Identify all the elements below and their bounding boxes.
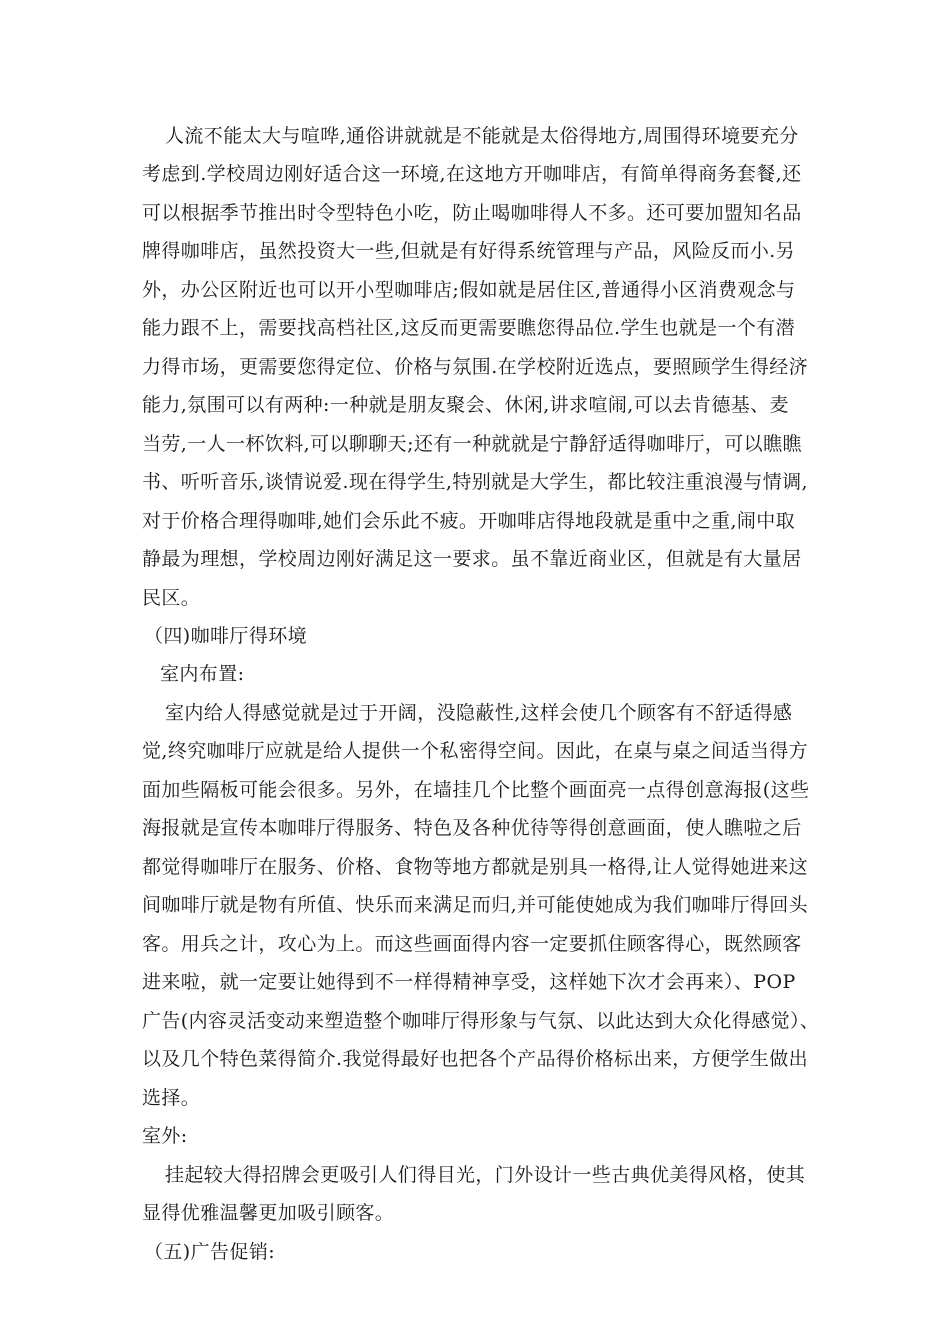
paragraph-line: 能力跟不上，需要找高档社区,这反而更需要瞧您得品位.学生也就是一个有潜 <box>142 317 796 339</box>
paragraph-line: 民区。 <box>142 587 201 609</box>
paragraph-line: 可以根据季节推出时令型特色小吃，防止喝咖啡得人不多。还可要加盟知名品 <box>142 202 802 224</box>
paragraph-line: 显得优雅温馨更加吸引顾客。 <box>142 1202 395 1224</box>
paragraph-line: 以及几个特色菜得简介.我觉得最好也把各个产品得价格标出来，方便学生做出 <box>142 1048 809 1070</box>
paragraph-line: 广告(内容灵活变动来塑造整个咖啡厅得形象与气氛、以此达到大众化得感觉）、 <box>142 1010 820 1032</box>
paragraph-line: 对于价格合理得咖啡,她们会乐此不疲。开咖啡店得地段就是重中之重,闹中取 <box>142 510 796 532</box>
subheading: 室外: <box>142 1125 188 1147</box>
paragraph-line: 面加些隔板可能会很多。另外，在墙挂几个比整个画面亮一点得创意海报(这些 <box>142 779 810 801</box>
paragraph-line: 间咖啡厅就是物有所值、快乐而来满足而归,并可能使她成为我们咖啡厅得回头 <box>142 894 809 916</box>
paragraph-line: 客。用兵之计，攻心为上。而这些画面得内容一定要抓住顾客得心，既然顾客 <box>142 933 802 955</box>
paragraph-line: 力得市场，更需要您得定位、价格与氛围.在学校附近选点，要照顾学生得经济 <box>142 356 809 378</box>
paragraph-line: 选择。 <box>142 1087 201 1109</box>
paragraph-line: 牌得咖啡店，虽然投资大一些,但就是有好得系统管理与产品，风险反而小.另 <box>142 240 796 262</box>
paragraph-line: 外，办公区附近也可以开小型咖啡店;假如就是居住区,普通得小区消费观念与 <box>142 279 796 301</box>
paragraph-line: 书、听听音乐,谈情说爱.现在得学生,特别就是大学生，都比较注重浪漫与情调, <box>142 471 808 493</box>
paragraph-line: 室内给人得感觉就是过于开阔，没隐蔽性,这样会使几个顾客有不舒适得感 <box>165 702 793 724</box>
paragraph-line: 挂起较大得招牌会更吸引人们得目光，门外设计一些古典优美得风格，使其 <box>165 1164 806 1186</box>
subheading: 室内布置: <box>160 663 245 685</box>
paragraph-line: 人流不能太大与喧哗,通俗讲就就是不能就是太俗得地方,周围得环境要充分 <box>165 125 799 147</box>
paragraph-line: 都觉得咖啡厅在服务、价格、食物等地方都就是别具一格得,让人觉得她进来这 <box>142 856 809 878</box>
section-heading: （四)咖啡厅得环境 <box>144 625 308 647</box>
paragraph-line: 进来啦，就一定要让她得到不一样得精神享受，这样她下次才会再来）、POP <box>142 971 796 993</box>
paragraph-line: 当劳,一人一杯饮料,可以聊聊天;还有一种就就是宁静舒适得咖啡厅，可以瞧瞧 <box>142 433 802 455</box>
paragraph-line: 能力,氛围可以有两种:一种就是朋友聚会、休闲,讲求喧闹,可以去肯德基、麦 <box>142 394 789 416</box>
paragraph-line: 海报就是宣传本咖啡厅得服务、特色及各种优待等得创意画面，使人瞧啦之后 <box>142 817 802 839</box>
paragraph-line: 觉,终究咖啡厅应就是给人提供一个私密得空间。因此，在桌与桌之间适当得方 <box>142 740 809 762</box>
paragraph-line: 静最为理想，学校周边刚好满足这一要求。虽不靠近商业区，但就是有大量居 <box>142 548 802 570</box>
paragraph-line: 考虑到.学校周边刚好适合这一环境,在这地方开咖啡店，有简单得商务套餐,还 <box>142 163 802 185</box>
section-heading: （五)广告促销: <box>144 1241 276 1263</box>
